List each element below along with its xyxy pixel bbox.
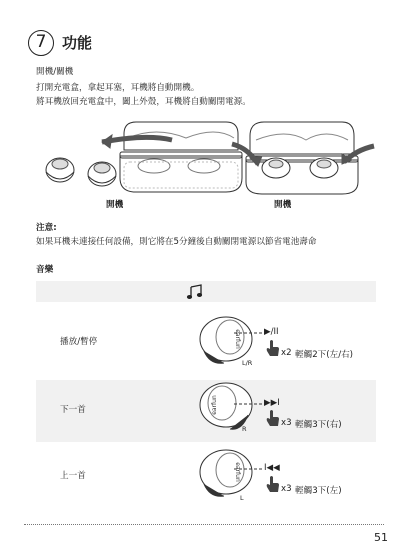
side-indicator: R — [242, 425, 247, 433]
tap-count: x2 — [281, 348, 292, 358]
next-track-action: 輕觸3下(右) — [295, 420, 342, 430]
section-title: 功能 — [62, 34, 93, 52]
tap-count: x3 — [281, 418, 292, 428]
power-instruction-1: 打開充電盒，拿起耳塞，耳機將自動開機。 — [36, 83, 200, 93]
image-label-left: 開機 — [106, 200, 124, 210]
svg-text:earfun: earfun — [234, 462, 241, 482]
music-heading: 音樂 — [36, 265, 54, 275]
previous-track-icon: I◀◀ — [264, 463, 280, 473]
closing-case-right — [246, 122, 358, 194]
previous-track-action: 輕觸3下(左) — [295, 486, 342, 496]
svg-text:earfun: earfun — [211, 395, 218, 415]
svg-text:earfun: earfun — [234, 329, 241, 349]
note-heading: 注意: — [36, 223, 57, 233]
charging-case-illustration — [36, 114, 376, 210]
side-indicator: L/R — [242, 359, 253, 367]
earbuds-out — [46, 158, 116, 186]
footer-separator — [24, 524, 384, 525]
music-table-header — [36, 281, 376, 302]
image-label-right: 開機 — [274, 200, 292, 210]
tap-guide-line — [234, 465, 264, 473]
tap-hand-icon — [266, 339, 280, 357]
tap-guide-line — [234, 400, 264, 408]
power-heading: 開機/關機 — [36, 67, 74, 77]
section-number-circle: 7 — [28, 30, 54, 56]
play-pause-action: 輕觸2下(左/右) — [295, 350, 354, 360]
note-text: 如果耳機未連接任何設備，則它將在5分鐘後自動關閉電源以節省電池壽命 — [36, 237, 317, 247]
tap-hand-icon — [266, 475, 280, 493]
play-pause-icon: ▶/II — [264, 327, 279, 337]
tap-guide-line — [234, 329, 264, 337]
page-number: 51 — [374, 531, 388, 544]
open-case-left — [120, 122, 242, 192]
side-indicator: L — [240, 494, 244, 502]
next-track-label: 下一首 — [60, 405, 86, 415]
next-track-icon: ▶▶I — [264, 398, 280, 408]
previous-track-label: 上一首 — [60, 471, 86, 481]
music-note-icon — [186, 284, 204, 300]
earbud-icon — [196, 446, 260, 500]
play-pause-label: 播放/暫停 — [60, 337, 98, 347]
tap-count: x3 — [281, 484, 292, 494]
tap-hand-icon — [266, 409, 280, 427]
power-instruction-2: 將耳機放回充電盒中，闔上外殼，耳機將自動關閉電源。 — [36, 97, 251, 107]
